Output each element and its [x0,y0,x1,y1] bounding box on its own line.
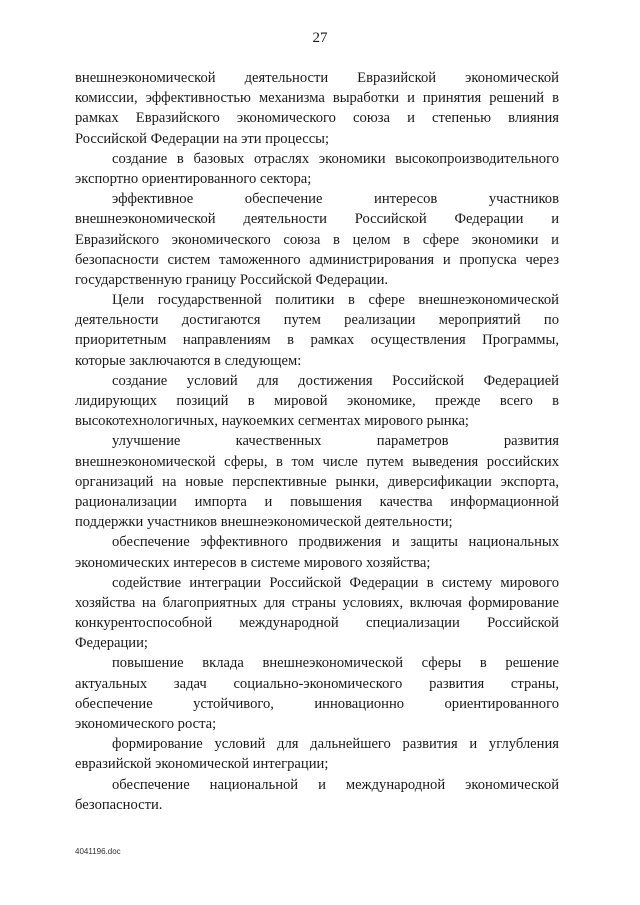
text-line: формирование условий для дальнейшего развития и углубления [112,736,559,753]
text-line: экономического роста; [75,716,217,732]
document-body [75,68,559,815]
text-line: экспортно ориентированного сектора; [75,170,312,187]
text-line: улучшение качественных параметров развития [112,433,559,450]
text-line: деятельности достигаются путем реализации мероприятий по [75,312,559,329]
text-line: обеспечение эффективного продвижения и защиты национальных [112,534,559,551]
text-line: внешнеэкономической деятельности Евразийской экономической [75,70,559,86]
page-number: 27 [312,30,328,46]
text-line: государственную границу Российской Федерации. [75,271,389,288]
text-line: повышение вклада внешнеэкономической сферы в решение [112,655,559,672]
text-line: Российской Федерации на эти процессы; [75,130,330,147]
text-line: Федерации; [75,635,148,652]
text-line: которые заключаются в следующем: [75,352,302,369]
text-line: внешнеэкономической деятельности Российской Федерации и [75,211,559,228]
text-line: актуальных задач социально-экономического развития страны, [75,675,559,692]
text-line: евразийской экономической интеграции; [75,756,329,773]
text-line: безопасности систем таможенного администрирования и пропуска через [75,251,559,268]
text-line: высокотехнологичных, наукоемких сегментах мирового рынка; [75,413,469,430]
text-line: обеспечение устойчивого, инновационно ориентированного [75,695,559,712]
text-line: создание в базовых отраслях экономики высокопроизводительного [112,150,559,167]
text-line: конкурентоспособной международной специализации Российской [75,615,559,632]
text-line: организаций на новые перспективные рынки, диверсификации экспорта, [75,473,559,490]
text-line: лидирующих позиций в мировой экономике, прежде всего в [75,393,559,409]
text-line: рационализации импорта и повышения качества информационной [75,493,559,510]
text-line: приоритетным направлениям в рамках осуществления Программы, [75,332,559,349]
text-line: Цели государственной политики в сфере внешнеэкономической [112,292,559,309]
text-line: создание условий для достижения Российской Федерацией [112,372,559,389]
text-line: внешнеэкономической сферы, в том числе путем выведения российских [75,453,559,470]
text-line: рамках Евразийского экономического союза и степенью влияния [75,110,559,127]
text-line: поддержки участников внешнеэкономической деятельности; [75,514,453,531]
text-line: безопасности. [75,796,163,813]
text-line: содействие интеграции Российской Федерации в систему мирового [112,574,559,591]
text-line: комиссии, эффективностью механизма выработки и принятия решений в [75,90,559,107]
file-name-footer: 4041196.doc [75,847,121,856]
text-line: обеспечение национальной и международной экономической [112,776,559,793]
text-line: эффективное обеспечение интересов участников [112,191,559,208]
text-line: Евразийского экономического союза в целом в сфере экономики и [75,231,559,248]
text-line: экономических интересов в системе мирового хозяйства; [75,554,431,571]
text-line: хозяйства на благоприятных для страны условиях, включая формирование [75,594,559,611]
